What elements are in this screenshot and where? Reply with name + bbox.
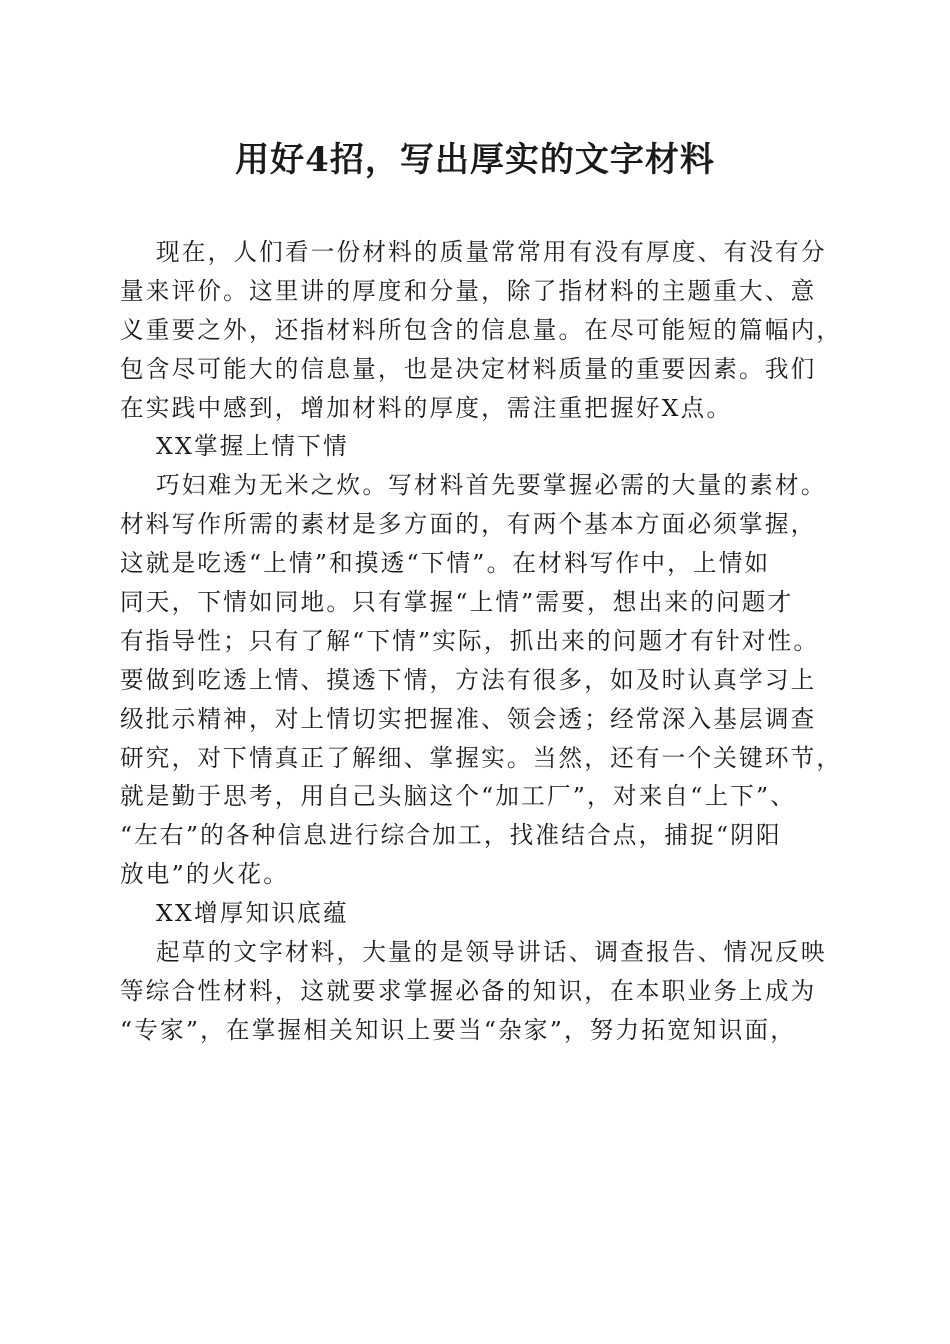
text-line: 巧妇难为无米之炊。写材料首先要掌握必需的大量的素材。	[156, 471, 827, 500]
text-line: 材料写作所需的素材是多方面的，有两个基本方面必须掌握，	[120, 510, 817, 539]
text-line: 就是勤于思考，用自己头脑这个“加工厂”，对来自“上下”、	[120, 782, 797, 811]
text-line: 要做到吃透上情、摸透下情，方法有很多，如及时认真学习上	[120, 665, 817, 694]
text-line: XX增厚知识底蕴	[156, 899, 349, 928]
text-line: 起草的文字材料，大量的是领导讲话、调查报告、情况反映	[156, 938, 827, 967]
document-title: 用好4招，写出厚实的文字材料	[235, 140, 715, 180]
text-line: XX掌握上情下情	[156, 432, 349, 461]
text-line: 义重要之外，还指材料所包含的信息量。在尽可能短的篇幅内，	[120, 315, 843, 344]
text-line: 级批示精神，对上情切实把握准、领会透；经常深入基层调查	[120, 704, 817, 733]
text-line: 同天，下情如同地。只有掌握“上情”需要，想出来的问题才	[120, 588, 794, 617]
text-line: 放电”的火花。	[120, 860, 290, 889]
document-body	[120, 233, 843, 1050]
text-line: “专家”，在掌握相关知识上要当“杂家”，努力拓宽知识面，	[120, 1015, 797, 1044]
text-line: “左右”的各种信息进行综合加工，找准结合点，捕捉“阴阳	[120, 821, 782, 850]
text-line: 这就是吃透“上情”和摸透“下情”。在材料写作中，上情如	[120, 549, 771, 578]
text-line: 研究，对下情真正了解细、掌握实。当然，还有一个关键环节，	[120, 743, 843, 772]
text-line: 在实践中感到，增加材料的厚度，需注重把握好X点。	[120, 393, 733, 422]
text-line: 等综合性材料，这就要求掌握必备的知识，在本职业务上成为	[120, 976, 817, 1005]
text-line: 现在，人们看一份材料的质量常常用有没有厚度、有没有分	[156, 238, 827, 266]
text-line: 包含尽可能大的信息量，也是决定材料质量的重要因素。我们	[120, 354, 817, 383]
text-line: 有指导性；只有了解“下情”实际，抓出来的问题才有针对性。	[120, 626, 820, 655]
text-line: 量来评价。这里讲的厚度和分量，除了指材料的主题重大、意	[120, 276, 817, 305]
